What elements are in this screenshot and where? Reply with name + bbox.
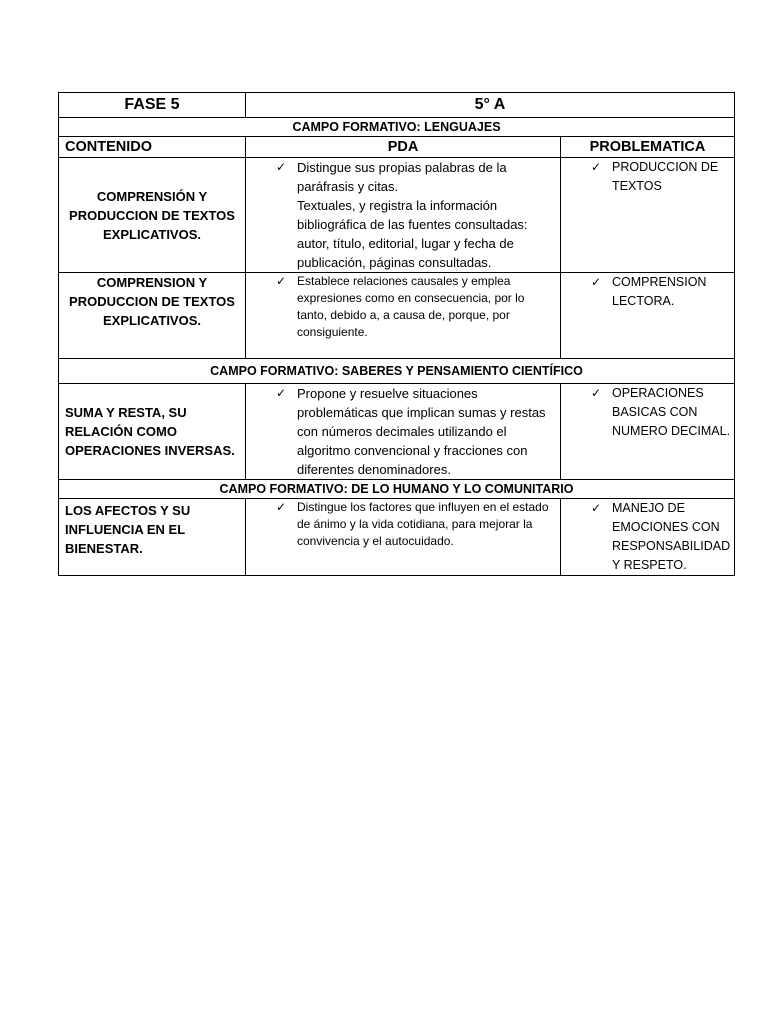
fase-cell: FASE 5 xyxy=(59,93,246,118)
planning-table xyxy=(58,92,735,576)
table-row xyxy=(59,273,735,359)
checkmark-icon: ✓ xyxy=(591,501,602,515)
pda-column-header: PDA xyxy=(246,137,561,158)
grupo-cell: 5° A xyxy=(246,93,735,118)
contenido-cell: COMPRENSION Y PRODUCCION DE TEXTOS EXPLICATIVOS. xyxy=(59,273,246,359)
checkmark-icon: ✓ xyxy=(591,160,602,174)
table-row xyxy=(59,384,735,480)
table-row xyxy=(59,158,735,273)
list-item: ✓ PRODUCCION DE TEXTOS xyxy=(591,160,719,193)
pda-cell xyxy=(246,384,561,480)
checkmark-icon: ✓ xyxy=(276,274,287,288)
pda-cell xyxy=(246,499,561,576)
checkmark-icon: ✓ xyxy=(591,275,602,289)
list-item: ✓ COMPRENSION LECTORA. xyxy=(591,275,707,308)
campo-humano-heading: CAMPO FORMATIVO: DE LO HUMANO Y LO COMUNITARIO xyxy=(59,480,735,499)
checkmark-icon: ✓ xyxy=(276,160,287,174)
list-item: ✓ Distingue los factores que influyen en el estado de ánimo y la vida cotidiana, para mejorar la convivencia y el autocuidado. xyxy=(276,500,549,548)
campo-lenguajes-heading: CAMPO FORMATIVO: LENGUAJES xyxy=(59,118,735,137)
contenido-cell: COMPRENSIÓN Y PRODUCCION DE TEXTOS EXPLICATIVOS. xyxy=(59,158,246,273)
contenido-cell: SUMA Y RESTA, SU RELACIÓN COMO OPERACIONES INVERSAS. xyxy=(59,384,246,480)
problematica-cell xyxy=(561,384,735,480)
pda-cell xyxy=(246,158,561,273)
list-item: ✓ MANEJO DE EMOCIONES CON RESPONSABILIDAD Y RESPETO. xyxy=(591,501,731,572)
contenido-cell: LOS AFECTOS Y SU INFLUENCIA EN EL BIENESTAR. xyxy=(59,499,246,576)
problematica-cell xyxy=(561,273,735,359)
problematica-column-header: PROBLEMATICA xyxy=(561,137,735,158)
problematica-cell xyxy=(561,158,735,273)
table-row xyxy=(59,499,735,576)
pda-cell xyxy=(246,273,561,359)
list-item: ✓ OPERACIONES BASICAS CON NUMERO DECIMAL. xyxy=(591,386,731,438)
contenido-column-header: CONTENIDO xyxy=(59,137,246,158)
checkmark-icon: ✓ xyxy=(276,386,287,400)
campo-saberes-heading: CAMPO FORMATIVO: SABERES Y PENSAMIENTO CIENTÍFICO xyxy=(59,359,735,384)
list-item: ✓ Establece relaciones causales y emplea expresiones como en consecuencia, por lo tanto, debido a, a causa de, porque, por consiguiente. xyxy=(276,274,525,339)
list-item: ✓ Propone y resuelve situaciones problemáticas que implican sumas y restas con números decimales utilizando el algoritmo convencional y fracciones con diferentes denominadores. xyxy=(276,386,546,477)
checkmark-icon: ✓ xyxy=(591,386,602,400)
problematica-cell xyxy=(561,499,735,576)
checkmark-icon: ✓ xyxy=(276,500,287,514)
list-item: ✓ Distingue sus propias palabras de la paráfrasis y citas. Textuales, y registra la información bibliográfica de las fuentes consultadas: autor, título, editorial, lugar y fecha de publicación, páginas consultadas. xyxy=(276,160,528,270)
